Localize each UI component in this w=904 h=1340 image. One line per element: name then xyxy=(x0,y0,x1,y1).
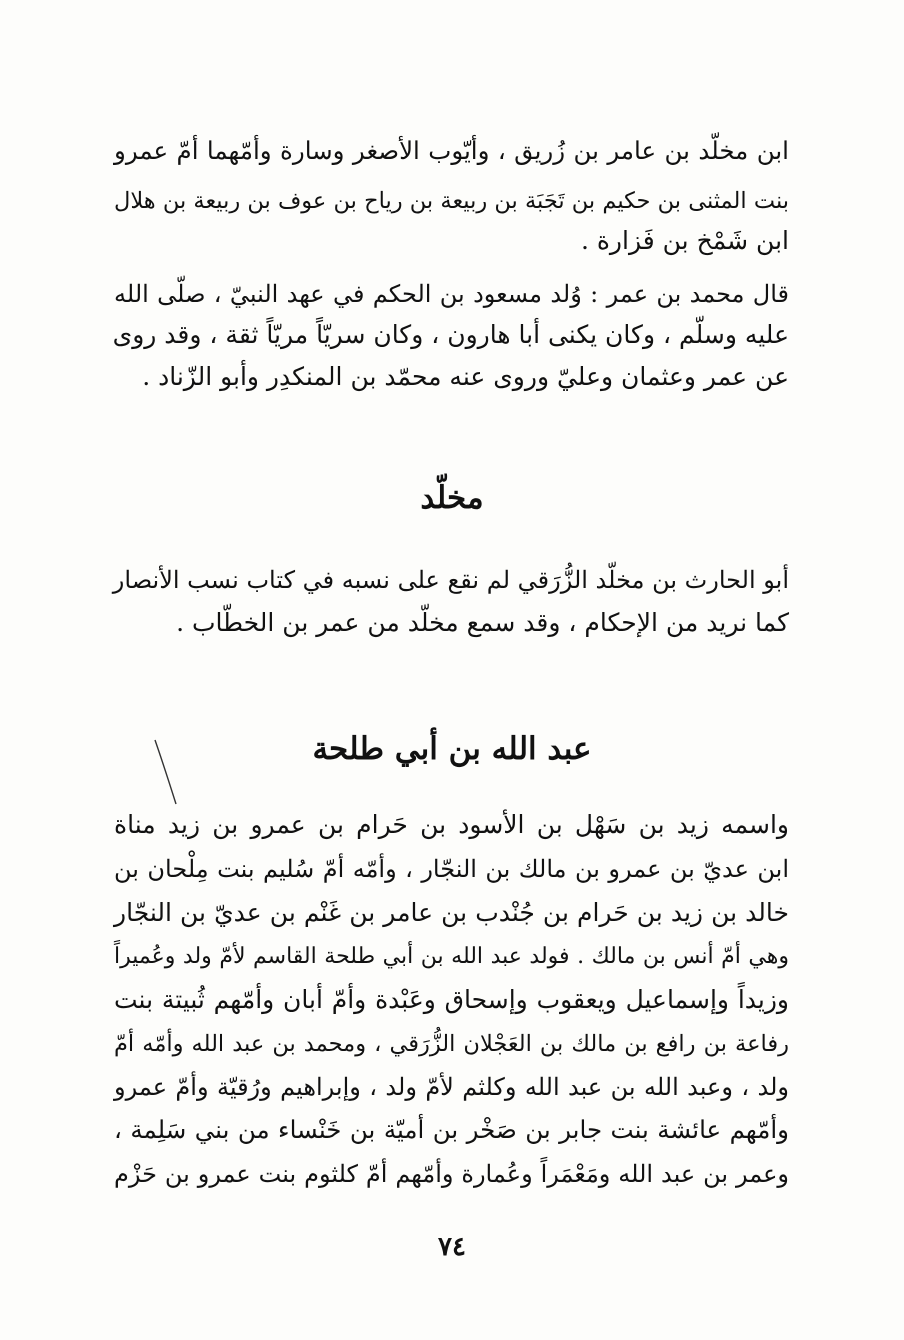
section-heading: عبد الله بن أبي طلحة xyxy=(312,731,592,767)
page-number: ٧٤ xyxy=(438,1232,466,1262)
text-line: عن عمر وعثمان وعليّ وروى عنه محمّد بن المنكدِر وأبو الزّناد . xyxy=(142,362,789,391)
text-line: قال محمد بن عمر : وُلد مسعود بن الحكم في عهد النبيّ ، صلّى الله xyxy=(114,280,789,308)
text-line: وأمّهم عائشة بنت جابر بن صَخْر بن أميّة بن خَنْساء من بني سَلِمة ، xyxy=(114,1115,789,1144)
text-line: واسمه زيد بن سَهْل بن الأسود بن حَرام بن عمرو بن زيد مناة xyxy=(114,810,789,839)
text-line: وهي أمّ أنس بن مالك . فولد عبد الله بن أبي طلحة القاسم لأمّ ولد وعُميراً xyxy=(114,944,789,969)
text-line: أبو الحارث بن مخلّد الزُّرَقي لم نقع على نسبه في كتاب نسب الأنصار xyxy=(112,566,789,594)
text-line: ولد ، وعبد الله بن عبد الله وكلثم لأمّ ولد ، وإبراهيم ورُقيّة وأمّ عمرو xyxy=(114,1073,789,1101)
text-line: كما نريد من الإحكام ، وقد سمع مخلّد من عمر بن الخطّاب . xyxy=(176,608,789,637)
section-heading: مخلّد xyxy=(420,480,484,516)
text-line: رفاعة بن رافع بن مالك بن العَجْلان الزُّرَقي ، ومحمد بن عبد الله وأمّه أمّ xyxy=(114,1031,789,1057)
text-line: خالد بن زيد بن حَرام بن جُنْدب بن عامر بن غَنْم بن عديّ بن النجّار xyxy=(114,898,789,927)
text-line: ابن شَمْخ بن فَزارة . xyxy=(580,226,789,255)
text-line: وزيداً وإسماعيل ويعقوب وإسحاق وعَبْدة وأمّ أبان وأمّهم ثُبيتة بنت xyxy=(114,985,789,1014)
text-line: ابن مخلّد بن عامر بن زُريق ، وأيّوب الأصغر وسارة وأمّهما أمّ عمرو xyxy=(114,136,789,165)
text-line: وعمر بن عبد الله ومَعْمَراً وعُمارة وأمّهم أمّ كلثوم بنت عمرو بن حَزْم xyxy=(114,1160,789,1188)
text-line: بنت المثنى بن حكيم بن تَجَبَة بن ربيعة بن رياح بن عوف بن ربيعة بن هلال xyxy=(114,188,789,214)
text-line: عليه وسلّم ، وكان يكنى أبا هارون ، وكان سريّاً مريّاً ثقة ، وقد روى xyxy=(112,320,789,349)
text-line: ابن عديّ بن عمرو بن مالك بن النجّار ، وأمّه أمّ سُليم بنت مِلْحان بن xyxy=(114,855,789,883)
